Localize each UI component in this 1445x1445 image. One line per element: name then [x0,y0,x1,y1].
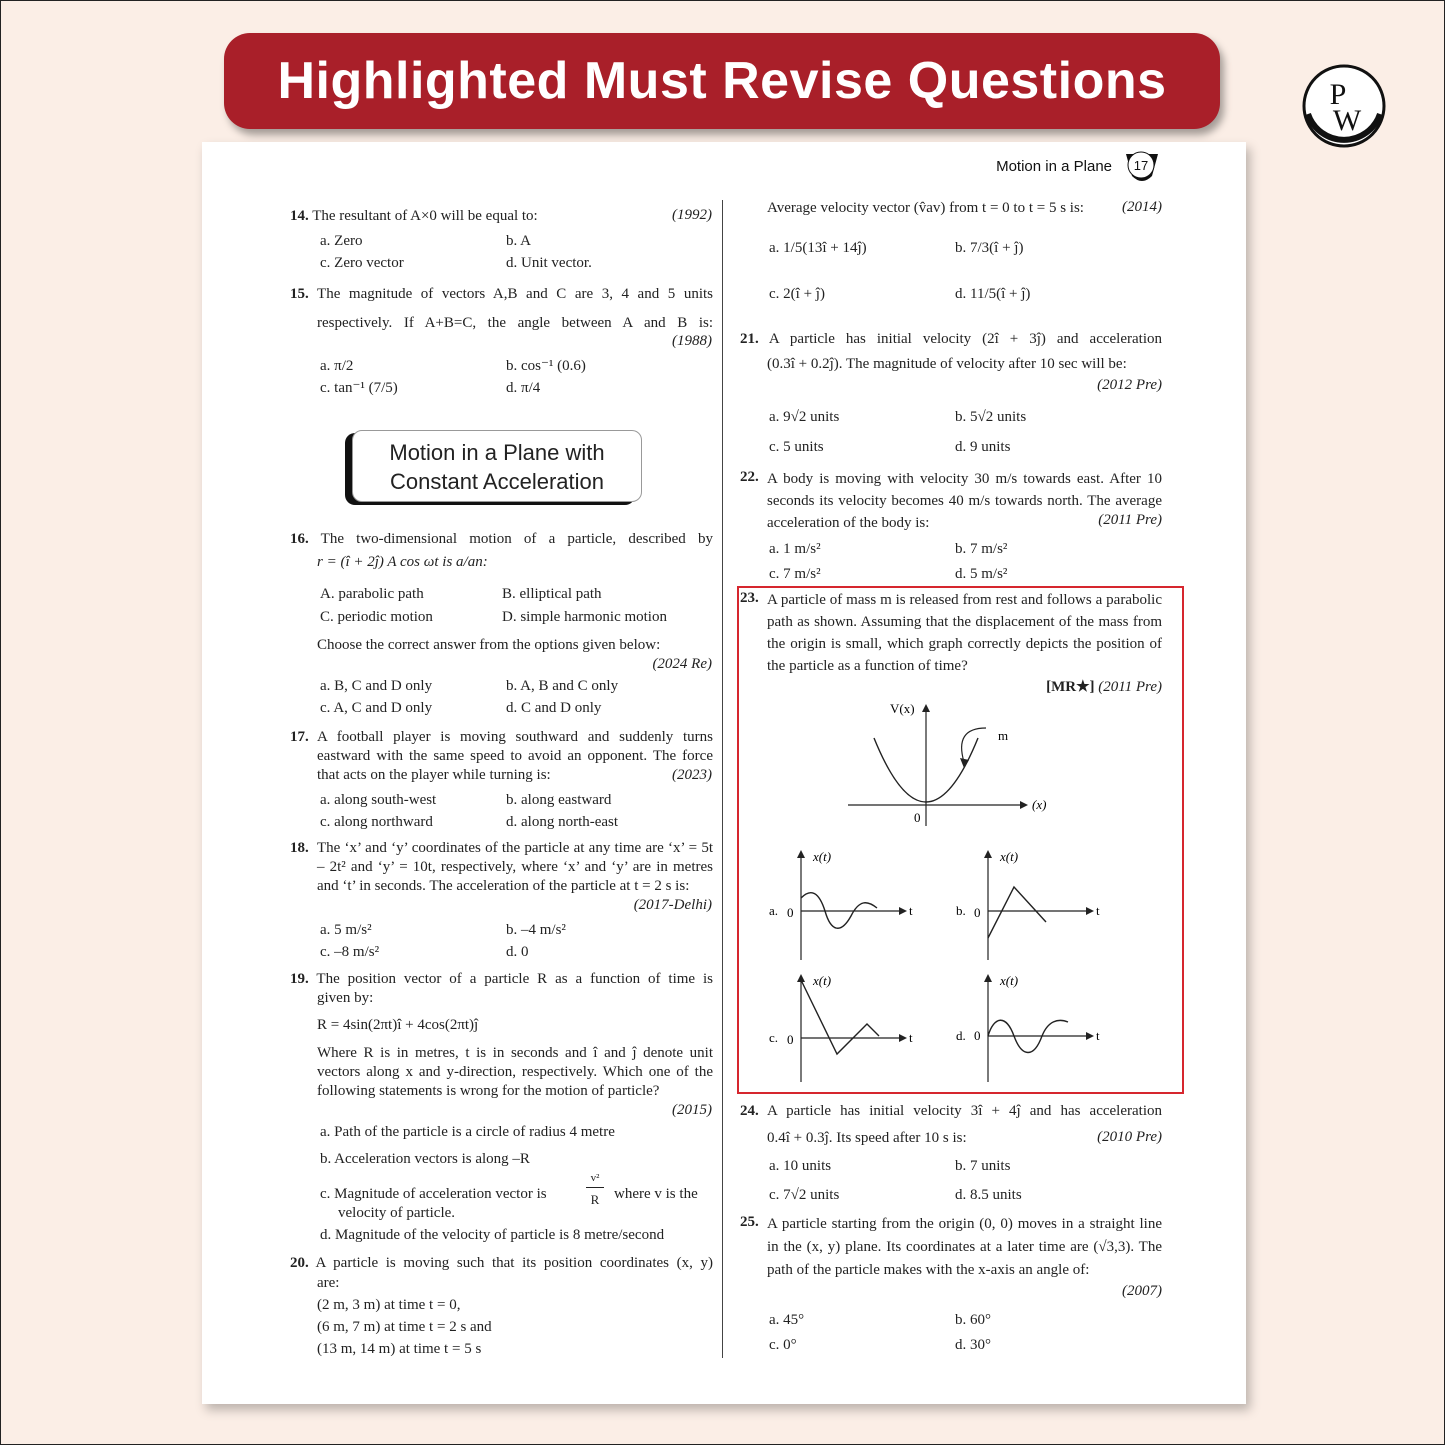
q16-option-c: c. A, C and D only [320,700,433,716]
mass-label: m [998,728,1009,743]
option-d-ylabel: x(t) [1000,973,1019,988]
section-heading [352,430,642,502]
q19-equation: R = 4sin(2πt)î + 4cos(2πt)ĵ [317,1017,479,1033]
q23-tag: [MR★] [1046,679,1095,695]
q19-option-a: a. Path of the particle is a circle of radius 4 metre [320,1124,615,1140]
q22-text: A body is moving with velocity 30 m/s towards east. After 10 seconds its velocity becomes 40 m/s towards north. The average acceleration of the body is: [767,471,1162,531]
svg-text:P: P [1329,78,1347,111]
option-a-origin: 0 [787,905,794,920]
q22-option-a: a. 1 m/s² [769,541,821,557]
q18-text: The ‘x’ and ‘y’ coordinates of the particle at any time are ‘x’ = 5t – 2t² and ‘y’ = 10t, respectively, where ‘x’ and ‘y’ are in metres and ‘t’ in seconds. The acceleration of the particle at t = 2 s is: [317,840,713,894]
q20-option-b: b. 7/3(î + ĵ) [955,240,1024,256]
q15-year: (1988) [672,333,712,349]
q22-year: (2011 Pre) [1098,512,1162,528]
option-a-label: a. [769,903,779,918]
q20-option-d: d. 11/5(î + ĵ) [955,286,1031,302]
q18-option-c: c. –8 m/s² [320,944,380,960]
q24-option-a: a. 10 units [769,1158,832,1174]
q17-option-c: c. along northward [320,814,433,830]
q17-number: 17. [290,729,309,745]
q19-option-c: c. Magnitude of acceleration vector is [320,1186,547,1202]
q19-option-b: b. Acceleration vectors is along –R [320,1151,530,1167]
q17-year: (2023) [672,767,712,783]
potential-graph [842,696,1052,826]
q15-option-b: b. cos⁻¹ (0.6) [506,358,586,374]
option-b-origin: 0 [974,905,981,920]
banner-title: Highlighted Must Revise Questions [277,52,1167,110]
q25-year: (2007) [1122,1283,1162,1299]
q25-text: A particle starting from the origin (0, 0) moves in a straight line in the (x, y) plane. Its coordinates at a later time are (√3,3). The path of the particle makes with the x-axis an angle of: [767,1216,1162,1278]
q17-option-d: d. along north-east [506,814,619,830]
q24-option-c: c. 7√2 units [769,1187,840,1203]
potential-ylabel: V(x) [890,701,915,716]
svg-text:W: W [1332,104,1362,137]
q14-year: (1992) [672,207,712,223]
q14-option-c: c. Zero vector [320,255,404,271]
q25-option-a: a. 45° [769,1312,805,1328]
q14-option-a: a. Zero [320,233,363,249]
q15-line1: 15. The magnitude of vectors A,B and C are 3, 4 and 5 units [290,286,714,302]
q21-line1: 21. A particle has initial velocity (2î + 3ĵ) and acceleration [740,331,1162,347]
option-c-ylabel: x(t) [813,973,832,988]
q19-line1: 19. The position vector of a particle R as a function of time is [290,971,713,987]
q20-continuation: Average velocity vector (v̂av) from t = 0 to t = 5 s is: [767,200,1084,216]
column-divider [722,200,723,1358]
q22-option-c: c. 7 m/s² [769,566,821,582]
q18-option-a: a. 5 m/s² [320,922,372,938]
q23-text: A particle of mass m is released from rest and follows a parabolic path as shown. Assuming that the displacement of the mass from the origin is small, which graph correctly depicts the position of the particle as a function of time? [767,592,1162,674]
option-b-label: b. [956,903,966,918]
q25-option-b: b. 60° [955,1312,991,1328]
option-b-ylabel: x(t) [1000,849,1019,864]
q16-statement-D: D. simple harmonic motion [502,609,667,625]
q16-year: (2024 Re) [652,656,712,672]
q21-line2: (0.3î + 0.2ĵ). The magnitude of velocity after 10 sec will be: [767,356,1127,372]
q17-option-a: a. along south-west [320,792,437,808]
q18-year: (2017-Delhi) [633,897,712,913]
page-number: 17 [1133,158,1149,173]
q16-statement-A: A. parabolic path [320,586,424,602]
q21-option-c: c. 5 units [769,439,824,455]
q24-year: (2010 Pre) [1097,1129,1162,1145]
q24-option-d: d. 8.5 units [955,1187,1022,1203]
section-heading-line2: Constant Acceleration [389,469,605,494]
potential-xlabel: (x) [1032,797,1047,812]
q15-line2: respectively. If A+B=C, the angle between A and B is: [317,315,713,331]
q16-option-d: d. C and D only [506,700,602,716]
q19-year: (2015) [672,1102,712,1118]
section-heading-line1: Motion in a Plane with [389,440,605,465]
q14-option-b: b. A [506,233,532,249]
potential-origin: 0 [914,810,921,825]
q25-option-c: c. 0° [769,1337,797,1353]
q20-position-1: (2 m, 3 m) at time t = 0, [317,1297,461,1313]
q18-option-b: b. –4 m/s² [506,922,566,938]
q22-option-b: b. 7 m/s² [955,541,1008,557]
option-d-origin: 0 [974,1028,981,1043]
q23-year-line [1046,677,1162,696]
option-c-origin: 0 [787,1032,794,1047]
title-banner [224,33,1220,129]
q21-option-b: b. 5√2 units [955,409,1027,425]
q22-option-d: d. 5 m/s² [955,566,1008,582]
fraction-bar [586,1187,604,1188]
q16-line2: r = (î + 2ĵ) A cos ωt is a/an: [317,554,488,570]
q16-choose: Choose the correct answer from the options given below: [317,637,661,653]
option-c-xlabel: t [909,1030,913,1045]
page-number-badge [1122,146,1162,186]
q18-option-d: d. 0 [506,944,529,960]
q14-option-d: d. Unit vector. [506,255,592,271]
pw-logo-icon [1302,64,1386,148]
q19-option-c-line2: velocity of particle. [338,1205,456,1221]
q20-line2: are: [317,1275,340,1291]
option-d-xlabel: t [1096,1028,1100,1043]
q17-text: A football player is moving southward and suddenly turns eastward with the same speed to avoid an opponent. The force that acts on the player while turning is: [317,729,713,783]
q24-line1: 24. A particle has initial velocity 3î + 4ĵ and has acceleration [740,1103,1162,1119]
option-graph-a [767,842,927,962]
q20-option-c: c. 2(î + ĵ) [769,286,825,302]
q19-option-c-denominator: R [590,1192,600,1207]
q21-year: (2012 Pre) [1097,377,1162,393]
q23-number: 23. [740,590,759,606]
option-graph-c [767,966,927,1086]
q16-option-b: b. A, B and C only [506,678,619,694]
q19-line2: given by: [317,990,374,1006]
q15-option-a: a. π/2 [320,358,354,374]
q18-number: 18. [290,840,309,856]
running-header: Motion in a Plane [996,158,1112,175]
q16-line1: 16. The two-dimensional motion of a particle, described by [290,531,713,547]
q24-option-b: b. 7 units [955,1158,1011,1174]
q15-option-d: d. π/4 [506,380,541,396]
q14-stem: 14. The resultant of A×0 will be equal to: [290,208,538,224]
q21-option-d: d. 9 units [955,439,1011,455]
q19-option-c-tail: where v is the [614,1186,698,1202]
q24-line2: 0.4î + 0.3ĵ. Its speed after 10 s is: [767,1130,967,1146]
textbook-page [202,142,1246,1404]
q25-option-d: d. 30° [955,1337,991,1353]
q16-option-a: a. B, C and D only [320,678,433,694]
option-a-xlabel: t [909,903,913,918]
q20-line1: 20. A particle is moving such that its position coordinates (x, y) [290,1255,713,1271]
option-d-label: d. [956,1028,966,1043]
q20-year: (2014) [1122,199,1162,215]
q20-option-a: a. 1/5(13î + 14ĵ) [769,240,867,256]
option-b-xlabel: t [1096,903,1100,918]
q20-position-3: (13 m, 14 m) at time t = 5 s [317,1341,482,1357]
q19-option-d: d. Magnitude of the velocity of particle is 8 metre/second [320,1227,665,1243]
option-graph-d [954,966,1114,1086]
option-a-ylabel: x(t) [813,849,832,864]
q21-option-a: a. 9√2 units [769,409,840,425]
option-graph-b [954,842,1114,962]
q16-statement-B: B. elliptical path [502,586,602,602]
q20-position-2: (6 m, 7 m) at time t = 2 s and [317,1319,492,1335]
q19-option-c-numerator: v² [590,1172,600,1184]
q15-option-c: c. tan⁻¹ (7/5) [320,380,398,396]
q22-number: 22. [740,469,759,485]
q25-number: 25. [740,1214,759,1230]
q19-text: Where R is in metres, t is in seconds and î and ĵ denote unit vectors along x and y-direction, respectively. Which one of the following statements is wrong for the motion of particle? [317,1045,713,1099]
q17-option-b: b. along eastward [506,792,612,808]
q16-statement-C: C. periodic motion [320,609,433,625]
option-c-label: c. [769,1030,779,1045]
q23-year: (2011 Pre) [1098,679,1162,695]
